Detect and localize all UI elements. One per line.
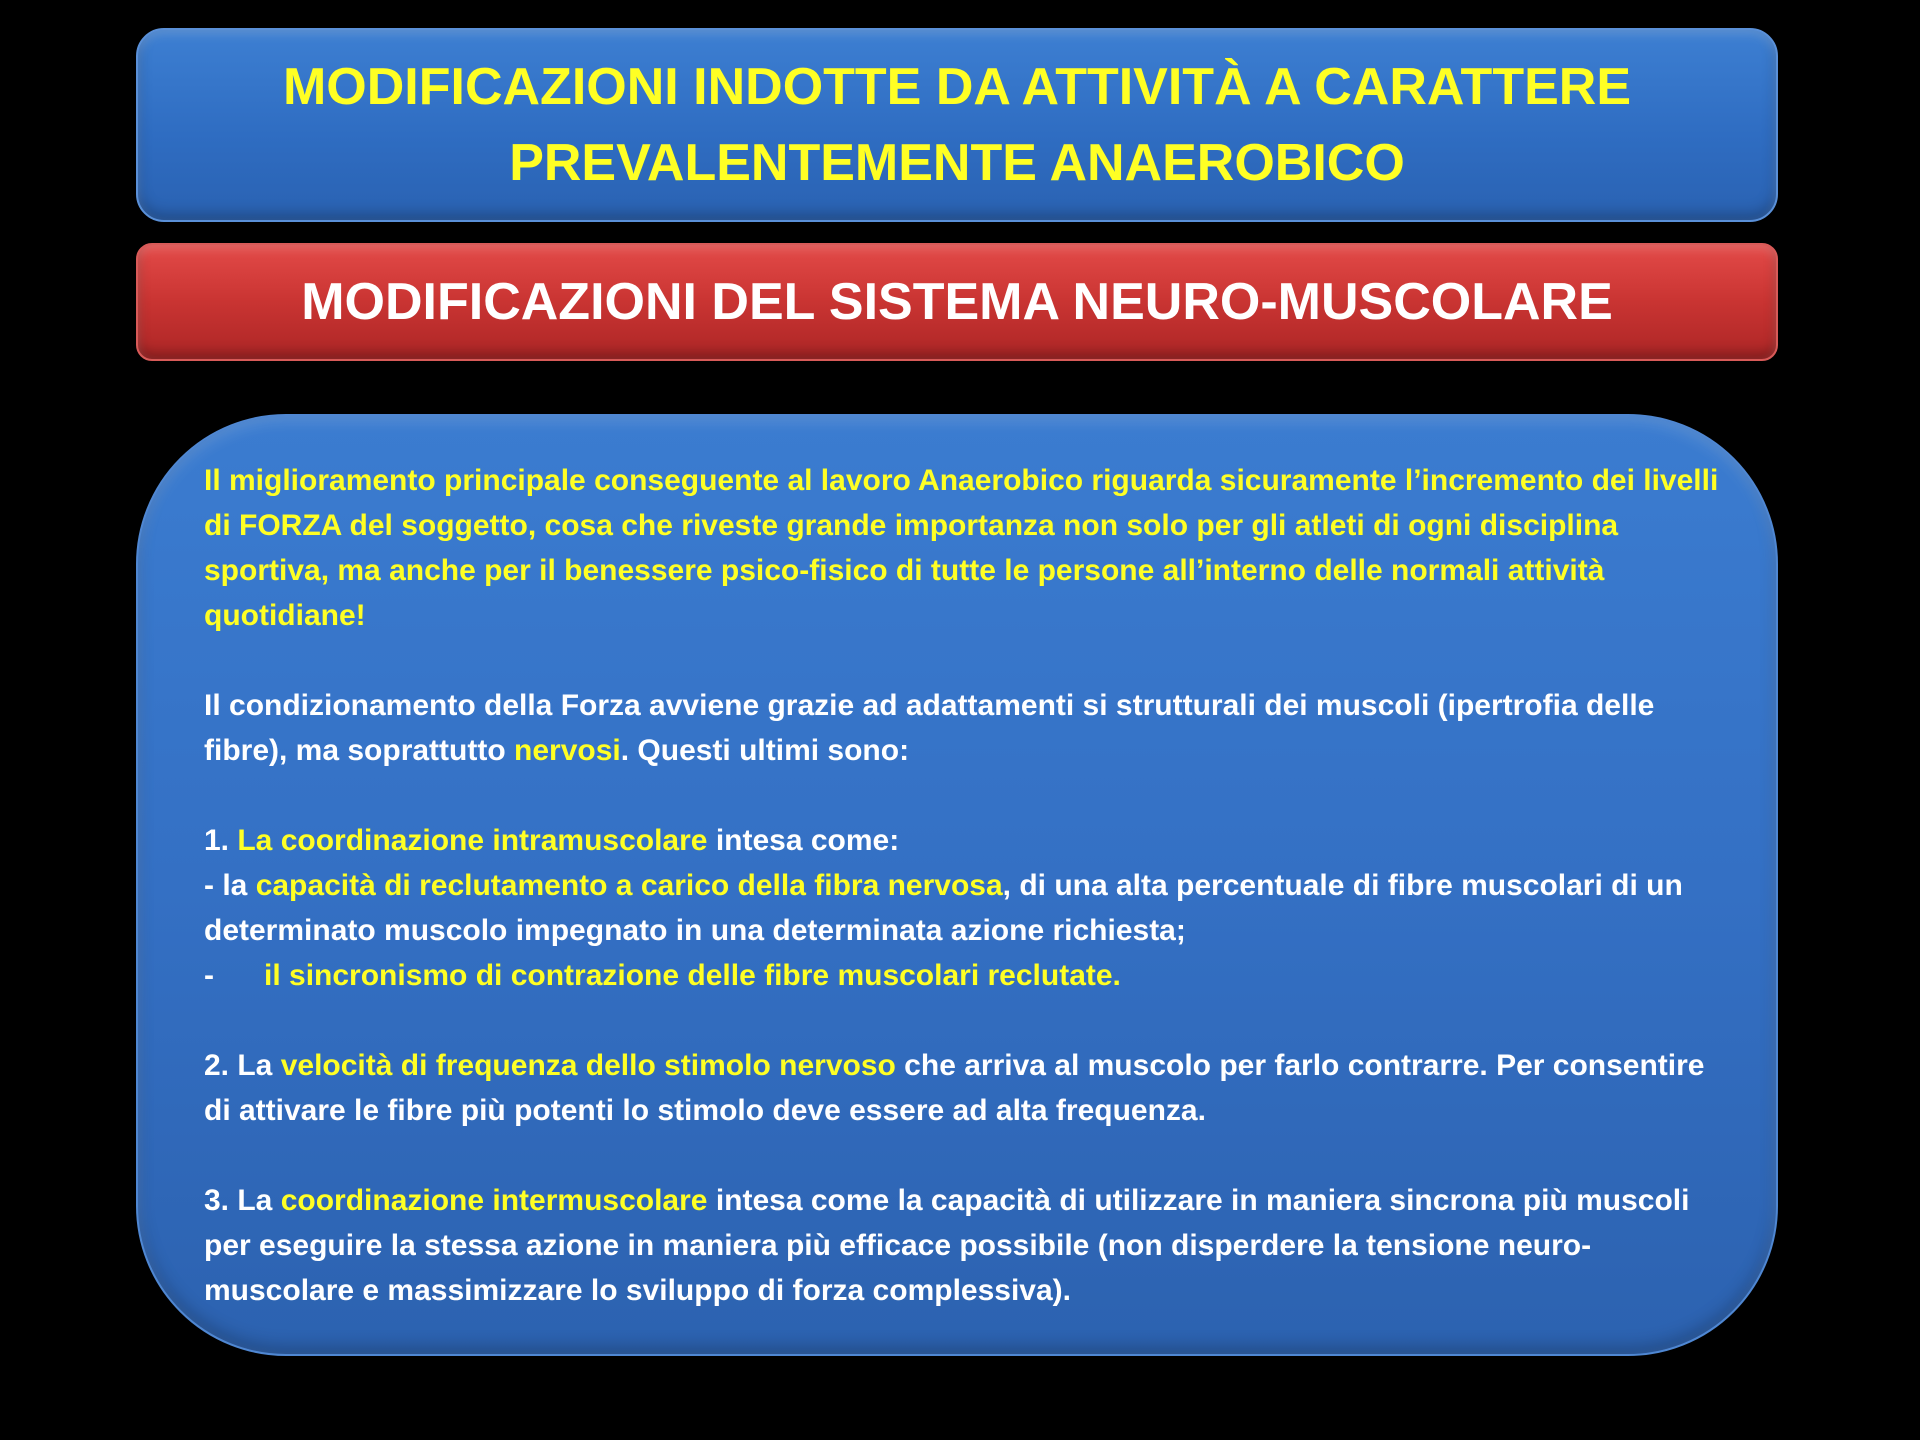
item-1-sub-2-text: il sincronismo di contrazione delle fibre muscolari reclutate. (264, 959, 1121, 992)
highlight-nervosi: nervosi (514, 734, 621, 767)
item-1-highlight: La coordinazione intramuscolare (237, 824, 708, 857)
subtitle-banner (136, 243, 1778, 361)
paragraph-conditioning (204, 683, 1734, 773)
content-panel (136, 414, 1778, 1356)
item-2-highlight: velocità di frequenza dello stimolo nervoso (280, 1049, 896, 1082)
item-1-sub-1-text-b: , di una alta percentuale di fibre muscolari di un determinato muscolo impegnato in una determinata azione richiesta; (204, 869, 1683, 947)
title-banner (136, 28, 1778, 222)
item-1-sub-1 (204, 863, 1734, 953)
paragraph-conditioning-text-b: . Questi ultimi sono: (620, 734, 910, 767)
item-1-rest: intesa come: (707, 824, 900, 857)
item-3-highlight: coordinazione intermuscolare (280, 1184, 708, 1217)
item-1-sub-2 (204, 953, 1734, 998)
slide-title-line-1: MODIFICAZIONI INDOTTE DA ATTIVITÀ A CARATTERE (282, 58, 1632, 116)
slide-title-line-2: PREVALENTEMENTE ANAEROBICO (509, 134, 1405, 192)
intro-paragraph: Il miglioramento principale conseguente al lavoro Anaerobico riguarda sicuramente l’incremento dei livelli di FORZA del soggetto, cosa che riveste grande importanza non solo per gli atleti di ogni disciplina sportiva, ma anche per il benessere psico-fisico di tutte le persone all’interno delle normali attività quotidiane! (204, 464, 1719, 632)
item-1-sub-2-dash: - (204, 959, 214, 992)
item-1-heading (204, 818, 1734, 863)
item-1-number: 1. (204, 824, 238, 857)
item-1-sub-1-text-a: - la (204, 869, 256, 902)
paragraph-conditioning-text-a: Il condizionamento della Forza avviene grazie ad adattamenti si strutturali dei muscoli (ipertrofia delle fibre), ma soprattutto (204, 689, 1655, 767)
content-text (204, 458, 1734, 1313)
item-3-text-b: intesa come la capacità di utilizzare in maniera sincrona più muscoli per eseguire la stessa azione in maniera più efficace possibile (non disperdere la tensione neuro-muscolare e massimizzare lo sviluppo di forza complessiva). (204, 1184, 1690, 1307)
item-3-text-a: 3. La (204, 1184, 281, 1217)
item-2-text-a: 2. La (204, 1049, 281, 1082)
item-2-text-b: che arriva al muscolo per farlo contrarre. Per consentire di attivare le fibre più potenti lo stimolo deve essere ad alta frequenza. (204, 1049, 1705, 1127)
slide-subtitle: MODIFICAZIONI DEL SISTEMA NEURO-MUSCOLARE (301, 273, 1613, 331)
item-3 (204, 1178, 1734, 1313)
item-1-sub-1-highlight: capacità di reclutamento a carico della fibra nervosa (255, 869, 1003, 902)
item-2 (204, 1043, 1734, 1133)
